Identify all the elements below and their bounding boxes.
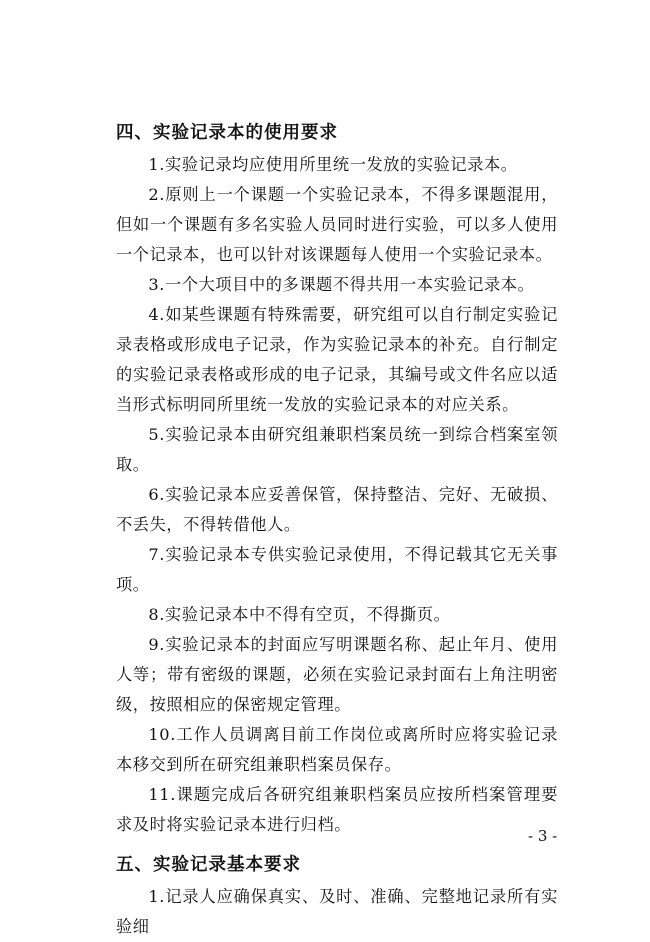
page-body bbox=[116, 118, 558, 942]
section-4-item-9: 9.实验记录本的封面应写明课题名称、起止年月、使用人等；带有密级的课题，必须在实验记录封面右上角注明密级，按照相应的保密规定管理。 bbox=[116, 635, 558, 714]
section-4-item-1: 1.实验记录均应使用所里统一发放的实验记录本。 bbox=[148, 155, 518, 174]
section-5-item-1: 1.记录人应确保真实、及时、准确、完整地记录所有实验细 bbox=[116, 887, 558, 936]
section-4-item-11: 11.课题完成后各研究组兼职档案员应按所档案管理要求及时将实验记录本进行归档。 bbox=[116, 785, 558, 834]
section-4-item-5: 5.实验记录本由研究组兼职档案员统一到综合档案室领取。 bbox=[116, 425, 558, 474]
section-4-item-6: 6.实验记录本应妥善保管，保持整洁、完好、无破损、不丢失，不得转借他人。 bbox=[116, 485, 558, 534]
section-4-item-7: 7.实验记录本专供实验记录使用，不得记载其它无关事项。 bbox=[116, 545, 558, 594]
section-4-item-2: 2.原则上一个课题一个实验记录本，不得多课题混用，但如一个课题有多名实验人员同时进行实验，可以多人使用一个记录本，也可以针对该课题每人使用一个实验记录本。 bbox=[116, 185, 558, 264]
section-4-item-8: 8.实验记录本中不得有空页，不得撕页。 bbox=[148, 605, 451, 624]
page-number: - 3 - bbox=[528, 827, 558, 845]
section-5-heading: 五、实验记录基本要求 bbox=[116, 855, 301, 875]
section-4-heading: 四、实验记录本的使用要求 bbox=[116, 123, 338, 143]
section-4-item-10: 10.工作人员调离目前工作岗位或离所时应将实验记录本移交到所在研究组兼职档案员保存。 bbox=[116, 725, 558, 774]
section-4-item-4: 4.如某些课题有特殊需要，研究组可以自行制定实验记录表格或形成电子记录，作为实验记录本的补充。自行制定的实验记录表格或形成的电子记录，其编号或文件名应以适当形式标明同所里统一发放的实验记录本的对应关系。 bbox=[116, 305, 558, 414]
section-4-item-3: 3.一个大项目中的多课题不得共用一本实验记录本。 bbox=[148, 275, 535, 294]
